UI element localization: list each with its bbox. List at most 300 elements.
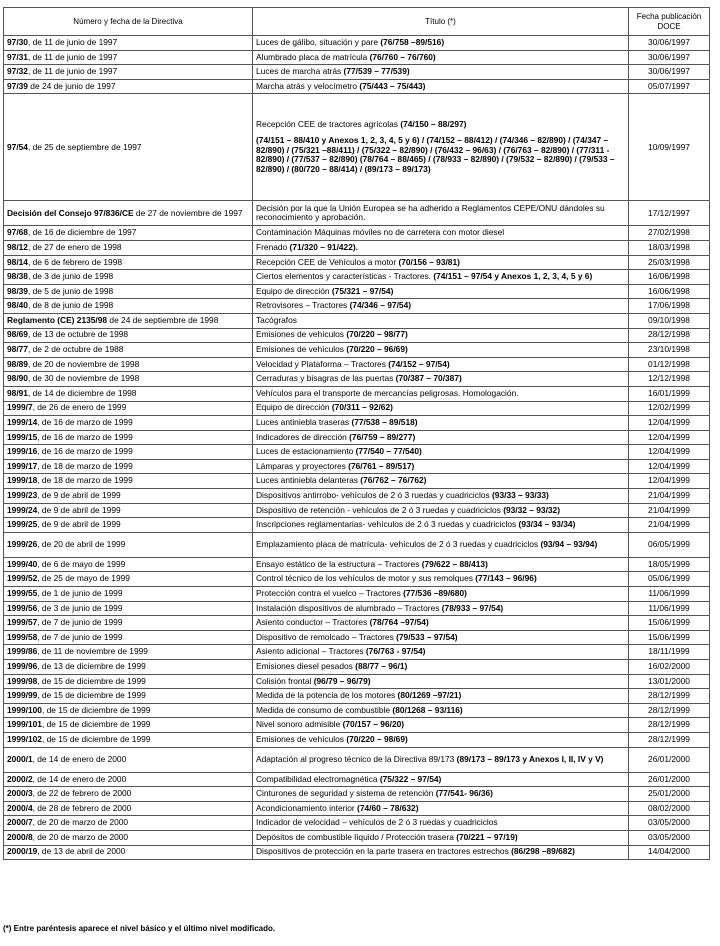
directive-number-cell (4, 747, 253, 772)
directive-title-cell (253, 372, 629, 387)
directive-title-cell (253, 601, 629, 616)
directive-number: 97/39 (7, 80, 28, 91)
directive-number: 97/32 (7, 66, 28, 77)
publication-date: 30/06/1997 (629, 50, 710, 65)
directive-title: Asiento conductor – Tractores (256, 617, 370, 628)
directive-number: 1999/52 (7, 573, 38, 584)
directive-title: Nivel sonoro admisible (256, 719, 343, 730)
directive-number-cell (4, 503, 253, 518)
directive-reference: (70/221 – 97/19) (456, 831, 518, 842)
directive-number-cell (4, 79, 253, 94)
directive-title: Medida de la potencia de los motores (256, 690, 398, 701)
directive-title-cell (253, 284, 629, 299)
table-row (4, 226, 710, 241)
directive-number-cell (4, 557, 253, 572)
table-row (4, 587, 710, 602)
table-row (4, 201, 710, 226)
directive-number: 1999/96 (7, 660, 38, 671)
table-row (4, 557, 710, 572)
directive-title: Vehículos para el transporte de mercancías peligrosas. Homologación. (256, 387, 519, 398)
table-row (4, 489, 710, 504)
directive-title: Tacógrafos (256, 314, 297, 325)
directive-number: 2000/2 (7, 773, 33, 784)
directive-number: 1999/7 (7, 402, 33, 413)
directive-number: 97/31 (7, 51, 28, 62)
directive-number-cell (4, 255, 253, 270)
directive-number-cell (4, 830, 253, 845)
table-row (4, 630, 710, 645)
directive-number: 97/30 (7, 36, 28, 47)
directive-reference: (77/539 – 77/539) (343, 66, 410, 77)
directive-number-cell (4, 430, 253, 445)
directive-date: , de 7 de junio de 1999 (37, 631, 123, 642)
directive-date: , de 11 de junio de 1997 (27, 66, 118, 77)
directive-reference: (93/32 – 93/32) (503, 504, 561, 515)
directive-number-cell (4, 787, 253, 802)
directive-title: Emplazamiento placa de matrícula- vehículos de 2 ó 3 ruedas y cuadriciclos (256, 538, 541, 549)
directive-date: , de 14 de diciembre de 1998 (27, 387, 137, 398)
directive-reference: (77/538 – 89/518) (351, 417, 418, 428)
directive-reference: (70/311 – 92/62) (331, 402, 393, 413)
directive-reference-list: (74/151 – 88/410 y Anexos 1, 2, 3, 4, 5 y 6) / (74/152 – 88/412) / (74/346 – 82/890) / (74/347 – 82/890) / (75/321 –88/411) / (75/322 – 82/890) / (76/432 – 96/63) / (76/763 – 82/890) / (77/311 - 82/890) / (77/537 – 82/890) (78/764 – 88/465) / (78/933 – 82/890) / (79/532 – 82/890) / (79/533 – 82/890) / (80/720 – 88/414) / (89/173 – 89/173) (256, 134, 615, 174)
directive-title-cell (253, 474, 629, 489)
table-row (4, 732, 710, 747)
publication-date: 28/12/1999 (629, 703, 710, 718)
directive-date: , de 7 de junio de 1999 (37, 617, 123, 628)
directive-number-cell (4, 343, 253, 358)
directive-number: 2000/4 (7, 802, 33, 813)
directive-date: , de 3 de junio de 1998 (27, 271, 114, 282)
directive-title-cell (253, 587, 629, 602)
directive-title: Luces de estacionamiento (256, 446, 356, 457)
directive-number-cell (4, 816, 253, 831)
table-row (4, 601, 710, 616)
directive-title: Dispositivo de retención - vehículos de 2 ó 3 ruedas y cuadriciclos (256, 504, 504, 515)
directive-title-cell (253, 240, 629, 255)
publication-date: 16/06/1998 (629, 284, 710, 299)
publication-date: 18/03/1998 (629, 240, 710, 255)
table-row (4, 830, 710, 845)
table-row (4, 50, 710, 65)
publication-date: 13/01/2000 (629, 674, 710, 689)
directive-date: , de 16 de diciembre de 1997 (27, 227, 137, 238)
directive-reference: (93/94 – 93/94) (540, 538, 598, 549)
directive-date: , de 16 de marzo de 1999 (37, 431, 133, 442)
directive-date: , de 15 de diciembre de 1999 (41, 719, 151, 730)
directive-number: 1999/14 (7, 417, 38, 428)
directive-title-cell (253, 94, 629, 201)
directive-reference: (70/387 – 70/387) (395, 373, 462, 384)
footnote: (*) Entre paréntesis aparece el nivel básico y el último nivel modificado. (3, 924, 276, 933)
directive-title: Asiento adicional – Tractores (256, 646, 366, 657)
directive-date: , de 20 de marzo de 2000 (32, 817, 129, 828)
directive-date: , de 26 de enero de 1999 (32, 402, 127, 413)
directive-number: 2000/3 (7, 788, 33, 799)
publication-date: 11/06/1999 (629, 587, 710, 602)
publication-date: 05/07/1997 (629, 79, 710, 94)
publication-date: 17/06/1998 (629, 299, 710, 314)
table-row (4, 645, 710, 660)
publication-date: 12/04/1999 (629, 430, 710, 445)
directive-date: , de 11 de junio de 1997 (27, 36, 118, 47)
directive-reference: (76/759 – 89/277) (349, 431, 416, 442)
directive-number-cell (4, 201, 253, 226)
directive-number-cell (4, 572, 253, 587)
directive-number-cell (4, 328, 253, 343)
directive-number-cell (4, 689, 253, 704)
directive-title: Retrovisores – Tractores (256, 300, 350, 311)
directive-title: Contaminación Máquinas móviles no de carretera con motor diesel (256, 227, 505, 238)
publication-date: 18/05/1999 (629, 557, 710, 572)
table-row (4, 660, 710, 675)
publication-date: 12/04/1999 (629, 474, 710, 489)
directive-reference: (77/541- 96/36) (435, 788, 493, 799)
table-row (4, 386, 710, 401)
table-row (4, 284, 710, 299)
directive-date: , de 15 de diciembre de 1999 (37, 675, 146, 686)
directive-title-cell (253, 830, 629, 845)
header-publication-date: Fecha publicación DOCE (629, 8, 710, 36)
directive-title-cell (253, 645, 629, 660)
directive-title-cell (253, 674, 629, 689)
table-row (4, 772, 710, 787)
directive-title: Acondicionamiento interior (256, 802, 358, 813)
publication-date: 23/10/1998 (629, 343, 710, 358)
directive-title: Luces de marcha atrás (256, 66, 344, 77)
directive-date: , de 20 de marzo de 2000 (32, 831, 129, 842)
directive-date: , de 20 de abril de 1999 (37, 538, 126, 549)
table-row (4, 747, 710, 772)
table-row (4, 79, 710, 94)
directive-number: 98/12 (7, 241, 28, 252)
directive-number-cell (4, 845, 253, 860)
publication-date: 30/06/1997 (629, 36, 710, 51)
directive-number: 1999/101 (7, 719, 42, 730)
directive-reference: (79/622 – 88/413) (421, 558, 488, 569)
table-row (4, 255, 710, 270)
directive-title-cell (253, 430, 629, 445)
directive-title: Luces antiniebla delanteras (256, 475, 361, 486)
directive-reference: (78/933 – 97/54) (441, 602, 504, 613)
directive-number-cell (4, 313, 253, 328)
directive-reference: (74/150 – 88/297) (400, 119, 467, 130)
directive-date: , de 9 de abril de 1999 (37, 519, 121, 530)
directive-number-cell (4, 226, 253, 241)
directive-number: 1999/55 (7, 587, 38, 598)
directive-title-cell (253, 718, 629, 733)
directive-number: 2000/7 (7, 817, 33, 828)
directive-reference: (93/33 – 93/33) (492, 490, 549, 500)
table-row (4, 845, 710, 860)
directive-title: Control técnico de los vehículos de motor y sus remolques (256, 573, 476, 584)
directive-number-cell (4, 518, 253, 533)
table-row (4, 572, 710, 587)
directive-date: de 24 de junio de 1997 (27, 80, 116, 91)
directive-title-cell (253, 489, 629, 504)
table-row (4, 430, 710, 445)
directive-title-cell (253, 343, 629, 358)
publication-date: 16/06/1998 (629, 270, 710, 285)
table-row (4, 36, 710, 51)
directive-title-cell (253, 328, 629, 343)
directive-reference: (70/157 – 96/20) (342, 719, 405, 730)
table-row (4, 703, 710, 718)
directive-number-cell (4, 372, 253, 387)
directive-reference: (76/761 – 89/517) (348, 460, 415, 471)
directive-number-cell (4, 630, 253, 645)
directive-title: Dispositivo de remolcado – Tractores (256, 631, 397, 642)
directive-title-cell (253, 401, 629, 416)
directive-number: 98/77 (7, 344, 28, 355)
publication-date: 16/01/1999 (629, 386, 710, 401)
table-row (4, 299, 710, 314)
publication-date: 05/06/1999 (629, 572, 710, 587)
directive-date: , de 13 de octubre de 1998 (27, 329, 129, 340)
directive-number-cell (4, 416, 253, 431)
directive-number: 2000/8 (7, 831, 33, 842)
directive-title: Compatibilidad electromagnética (256, 773, 380, 784)
table-row (4, 816, 710, 831)
publication-date: 30/06/1997 (629, 65, 710, 80)
directive-title-cell (253, 299, 629, 314)
directive-title-cell (253, 557, 629, 572)
publication-date: 12/12/1998 (629, 372, 710, 387)
directive-title-cell (253, 445, 629, 460)
directives-table (3, 7, 710, 860)
publication-date: 12/04/1999 (629, 445, 710, 460)
table-row (4, 313, 710, 328)
directive-date: , de 9 de abril de 1999 (37, 490, 121, 500)
directive-title-line (256, 120, 625, 130)
directive-date: , de 2 de octubre de 1988 (27, 344, 124, 355)
directive-number: Reglamento (CE) 2135/98 (7, 314, 108, 325)
table-row (4, 503, 710, 518)
directive-title-cell (253, 79, 629, 94)
table-row (4, 401, 710, 416)
directive-title-cell (253, 518, 629, 533)
directive-reference: (93/34 – 93/34) (518, 519, 576, 530)
directive-title: Dispositivos antirrobo- vehículos de 2 ó 3 ruedas y cuadriciclos (256, 490, 493, 500)
table-body (4, 36, 710, 860)
directive-date: de 27 de noviembre de 1997 (133, 207, 243, 218)
publication-date: 17/12/1997 (629, 201, 710, 226)
directive-title: Recepción CEE de tractores agrícolas (256, 119, 401, 130)
directive-title: Indicador de velocidad – vehículos de 2 ó 3 ruedas y cuadriciclos (256, 817, 498, 828)
directive-number: 1999/23 (7, 490, 38, 500)
table-row (4, 357, 710, 372)
directive-date: , de 27 de enero de 1998 (27, 241, 122, 252)
directive-title: Protección contra el vuelco – Tractores (256, 587, 404, 598)
directive-number: 1999/16 (7, 446, 38, 457)
directive-title: Emisiones de vehículos (256, 329, 347, 340)
directive-number: 98/69 (7, 329, 28, 340)
directive-number: Decisión del Consejo 97/836/CE (7, 207, 134, 218)
table-row (4, 616, 710, 631)
directive-number-cell (4, 445, 253, 460)
directive-title: Instalación dispositivos de alumbrado – Tractores (256, 602, 442, 613)
table-row (4, 445, 710, 460)
table-row (4, 240, 710, 255)
directive-number-cell (4, 65, 253, 80)
directive-number: 97/54 (7, 141, 28, 152)
directive-number: 1999/57 (7, 617, 38, 628)
directive-reference: (70/156 – 93/81) (398, 256, 460, 267)
directive-reference: (71/320 – 91/422). (289, 241, 358, 252)
directive-reference: (78/764 –97/54) (369, 617, 429, 628)
directive-number: 1999/15 (7, 431, 38, 442)
directive-title-cell (253, 459, 629, 474)
directive-number: 1999/17 (7, 460, 38, 471)
directive-number-cell (4, 772, 253, 787)
directive-number-cell (4, 660, 253, 675)
directive-number: 98/39 (7, 285, 28, 296)
directive-reference: (86/298 –89/682) (511, 846, 575, 857)
directive-title-cell (253, 313, 629, 328)
directive-number: 97/68 (7, 227, 28, 238)
directive-title: Cerraduras y bisagras de las puertas (256, 373, 396, 384)
directive-date: , de 16 de marzo de 1999 (37, 446, 133, 457)
directive-reference: (74/151 – 97/54 y Anexos 1, 2, 3, 4, 5 y 6) (433, 271, 593, 282)
table-row (4, 689, 710, 704)
table-row (4, 343, 710, 358)
directive-title: Marcha atrás y velocímetro (256, 80, 360, 91)
directive-date: , de 18 de marzo de 1999 (37, 460, 133, 471)
table-row (4, 674, 710, 689)
directive-date: , de 14 de enero de 2000 (32, 773, 127, 784)
directive-date: , de 6 de febrero de 1998 (27, 256, 123, 267)
publication-date: 16/02/2000 (629, 660, 710, 675)
directive-title-cell (253, 503, 629, 518)
directive-title-cell (253, 386, 629, 401)
directive-title: Recepción CEE de Vehículos a motor (256, 256, 399, 267)
table-row (4, 328, 710, 343)
directive-title: Lámparas y proyectores (256, 460, 349, 471)
header-number-date: Número y fecha de la Directiva (4, 8, 253, 36)
publication-date: 26/01/2000 (629, 747, 710, 772)
table-row (4, 474, 710, 489)
directive-date: , de 25 de septiembre de 1997 (27, 141, 142, 152)
directive-reference: (75/443 – 75/443) (359, 80, 426, 91)
directive-number: 1999/102 (7, 733, 42, 744)
directive-date: , de 15 de diciembre de 1999 (41, 733, 151, 744)
directive-reference: (80/1268 – 93/116) (392, 704, 463, 715)
directive-number-cell (4, 240, 253, 255)
publication-date: 15/06/1999 (629, 616, 710, 631)
directive-title: Depósitos de combustible líquido / Protección trasera (256, 831, 457, 842)
directive-date: , de 16 de marzo de 1999 (37, 417, 133, 428)
directive-title-cell (253, 816, 629, 831)
directive-date: , de 28 de febrero de 2000 (32, 802, 132, 813)
directive-title-cell (253, 36, 629, 51)
table-row (4, 94, 710, 201)
directive-date: , de 20 de noviembre de 1998 (27, 358, 140, 369)
directive-reference: (74/346 – 97/54) (349, 300, 412, 311)
directive-number: 98/91 (7, 387, 28, 398)
publication-date: 12/04/1999 (629, 459, 710, 474)
publication-date: 18/11/1999 (629, 645, 710, 660)
directive-number-cell (4, 386, 253, 401)
publication-date: 06/05/1999 (629, 532, 710, 557)
publication-date: 15/06/1999 (629, 630, 710, 645)
directive-date: , de 1 de junio de 1999 (37, 587, 123, 598)
directive-title: Adaptación al progreso técnico de la Directiva 89/173 (256, 753, 457, 764)
directive-reference: (76/758 –89/516) (380, 36, 445, 47)
publication-date: 26/01/2000 (629, 772, 710, 787)
table-row (4, 372, 710, 387)
directive-date: de 24 de septiembre de 1998 (107, 314, 219, 325)
directive-date: , de 22 de febrero de 2000 (32, 788, 132, 799)
directive-number-cell (4, 674, 253, 689)
directive-title: Equipo de dirección (256, 402, 332, 413)
directive-number: 98/89 (7, 358, 28, 369)
directive-title-cell (253, 416, 629, 431)
directive-number-cell (4, 645, 253, 660)
directive-number: 1999/26 (7, 538, 38, 549)
directive-number-cell (4, 616, 253, 631)
directive-title: Ensayo estático de la estructura – Tractores (256, 558, 422, 569)
directive-number-cell (4, 459, 253, 474)
directive-reference: (74/152 – 97/54) (388, 358, 450, 369)
directive-date: , de 25 de mayo de 1999 (37, 573, 130, 584)
directive-title: Equipo de dirección (256, 285, 332, 296)
directive-date: , de 13 de diciembre de 1999 (37, 660, 146, 671)
directive-title-cell (253, 357, 629, 372)
directive-title: Indicadores de dirección (256, 431, 350, 442)
directive-number-cell (4, 401, 253, 416)
directive-number-cell (4, 474, 253, 489)
table-row (4, 801, 710, 816)
directive-number: 1999/18 (7, 475, 38, 486)
directive-title-cell (253, 787, 629, 802)
table-row (4, 416, 710, 431)
table-row (4, 518, 710, 533)
directive-reference: (76/762 – 76/762) (360, 475, 427, 486)
publication-date: 21/04/1999 (629, 518, 710, 533)
directive-title-cell (253, 50, 629, 65)
directive-number-cell (4, 532, 253, 557)
publication-date: 09/10/1998 (629, 313, 710, 328)
directive-title: Dispositivos de protección en la parte trasera en tractores estrechos (256, 846, 512, 857)
publication-date: 12/02/1999 (629, 401, 710, 416)
directive-date: , de 11 de noviembre de 1999 (37, 646, 148, 657)
directive-title-cell (253, 226, 629, 241)
directive-number: 98/38 (7, 271, 28, 282)
directive-date: , de 30 de noviembre de 1998 (27, 373, 140, 384)
directive-title: Cinturones de seguridad y sistema de retención (256, 788, 436, 799)
publication-date: 28/12/1998 (629, 328, 710, 343)
table-header-row (4, 8, 710, 36)
directive-reference: (79/533 – 97/54) (396, 631, 458, 642)
publication-date: 21/04/1999 (629, 503, 710, 518)
directive-reference: (74/60 – 78/632) (357, 802, 419, 813)
directive-reference: (77/540 – 77/540) (355, 446, 422, 457)
publication-date: 14/04/2000 (629, 845, 710, 860)
header-title: Título (*) (253, 8, 629, 36)
directive-reference: (76/760 – 76/760) (369, 51, 436, 62)
directive-number: 98/14 (7, 256, 28, 267)
directive-title-cell (253, 616, 629, 631)
directive-title-cell (253, 845, 629, 860)
directive-title-cell (253, 660, 629, 675)
directive-title: Emisiones diesel pesados (256, 660, 356, 671)
directive-reference: (96/79 – 96/79) (313, 675, 371, 686)
directive-title-cell (253, 703, 629, 718)
directive-date: , de 9 de abril de 1999 (37, 504, 121, 515)
directive-title: Velocidad y Plataforma – Tractores (256, 358, 389, 369)
directive-title-cell (253, 747, 629, 772)
directive-number-cell (4, 587, 253, 602)
directive-number-cell (4, 94, 253, 201)
